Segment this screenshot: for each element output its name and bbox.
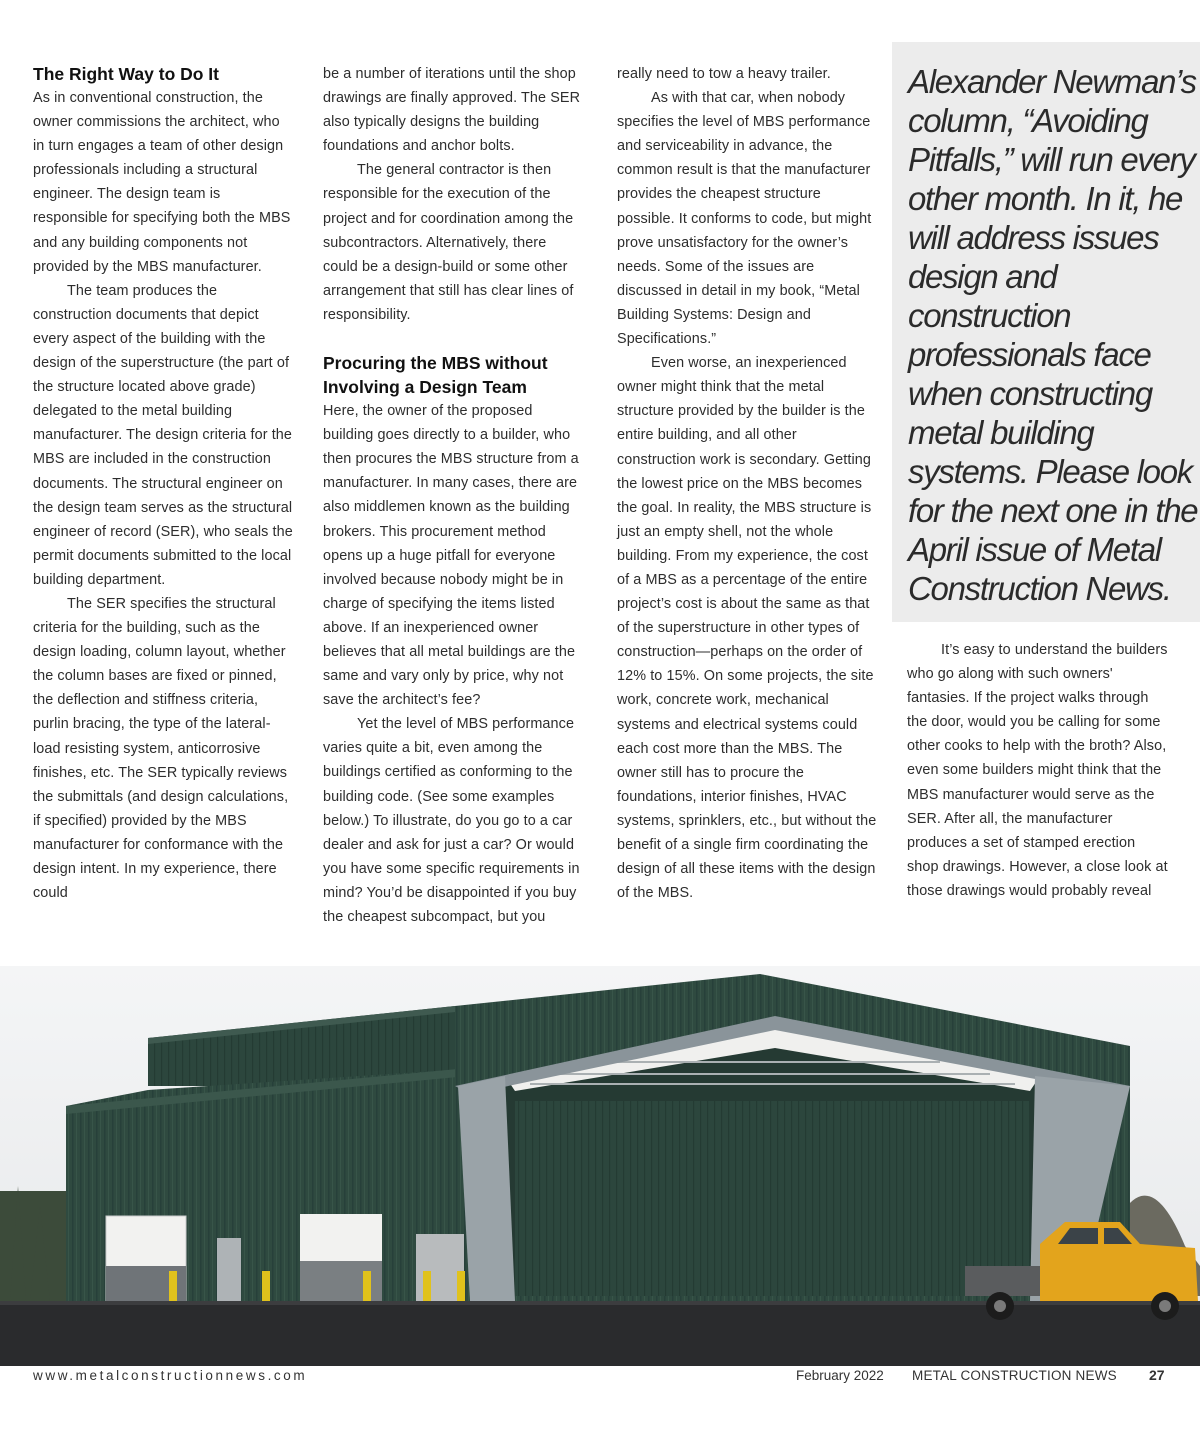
column-4 [907, 638, 1169, 903]
column-3 [617, 62, 879, 905]
column-2 [323, 62, 585, 929]
paragraph: be a number of iterations until the shop drawings are finally approved. The SER also typically designs the building foundations and anchor bolts. [323, 66, 581, 155]
page-number: 27 [1149, 1367, 1165, 1383]
hangar-photo [0, 966, 1200, 1366]
paragraph: really need to tow a heavy trailer. [617, 66, 831, 82]
section-heading: The Right Way to Do It [33, 64, 219, 84]
paragraph: As in conventional construction, the owner commissions the architect, who in turn engages a team of other design professionals including a structural engineer. The design team is responsible for specifying both the MBS and any building components not provided by the MBS manufacturer. [33, 90, 291, 275]
paragraph: The SER specifies the structural criteria for the building, such as the design loading, column layout, whether the column bases are fixed or pinned, the deflection and stiffness criteria, purlin bracing, the type of the lateral-load resisting system, anticorrosive finishes, etc. The SER typically reviews the submittals (and design calculations, if specified) provided by the MBS manufacturer for conformance with the design intent. In my experience, there could [33, 595, 289, 902]
hangar-illustration [0, 966, 1200, 1366]
paragraph: As with that car, when nobody specifies the level of MBS performance and serviceability in advance, the common result is that the manufacturer provides the cheapest structure possible. It conforms to code, but might prove unsatisfactory for the owner’s needs. Some of the issues are discussed in detail in my book, “Metal Building Systems: Design and Specifications.” [617, 90, 872, 348]
pull-quote: Alexander Newman’s column, “Avoiding Pitfalls,” will run every other month. In it, he will address issues design and construction professionals face when constructing metal building systems. Please look for the next one in the April issue of Metal Construction News. [908, 63, 1198, 607]
website-url: www.metalconstructionnews.com [33, 1368, 308, 1383]
paragraph: The team produces the construction documents that depict every aspect of the building with the design of the superstructure (the part of the structure located above grade) delegated to the metal building manufacturer. The design criteria for the MBS are included in the construction documents. The structural engineer on the design team serves as the structural engineer of record (SER), who seals the permit documents submitted to the local building department. [33, 282, 293, 588]
pull-quote-box [892, 42, 1200, 622]
pavement [0, 1301, 1200, 1366]
paragraph: It’s easy to understand the builders who go along with such owners' fantasies. If the project walks through the door, would you be calling for some other cooks to help with the broth? Also, even some builders might think that the MBS manufacturer would serve as the SER. After all, the manufacturer produces a set of stamped erection shop drawings. However, a close look at those drawings would probably reveal [907, 642, 1168, 899]
paragraph: Even worse, an inexperienced owner might think that the metal structure provided by the builder is the entire building, and all other construction work is secondary. Getting the lowest price on the MBS becomes the goal. In reality, the MBS structure is just an empty shell, not the whole building. From my experience, the cost of a MBS as a percentage of the entire project’s cost is about the same as that of the superstructure in other types of construction—perhaps on the order of 12% to 15%. On some projects, the site work, concrete work, mechanical systems and electrical systems could each cost more than the MBS. The owner still has to procure the foundations, interior finishes, HVAC systems, sprinklers, etc., but without the benefit of a single firm coordinating the design of all these items with the design of the MBS. [617, 355, 877, 902]
paragraph: The general contractor is then responsible for the execution of the project and for coordination among the subcontractors. Alternatively, there could be a design-build or some other arrangement that still has clear lines of responsibility. [323, 162, 574, 323]
man-door [217, 1238, 241, 1301]
section-heading: Procuring the MBS without Involving a Design Team [323, 353, 548, 398]
issue-date: February 2022 [796, 1368, 884, 1383]
column-1 [33, 62, 295, 905]
page-footer [0, 1366, 1200, 1386]
publication-name: METAL CONSTRUCTION NEWS [912, 1368, 1117, 1383]
paragraph: Yet the level of MBS performance varies quite a bit, even among the buildings certified as conforming to the building code. (See some examples below.) To illustrate, do you go to a car dealer and ask for just a car? Or would you have some specific requirements in mind? You’d be disappointed if you buy the cheapest subcompact, but you [323, 716, 580, 925]
paragraph: Here, the owner of the proposed building goes directly to a builder, who then procures the MBS structure from a manufacturer. In many cases, there are also middlemen known as the building brokers. This procurement method opens up a huge pitfall for everyone involved because nobody might be in charge of specifying the items listed above. If an inexperienced owner believes that all metal buildings are the same and vary only by price, why not save the architect’s fee? [323, 403, 579, 709]
